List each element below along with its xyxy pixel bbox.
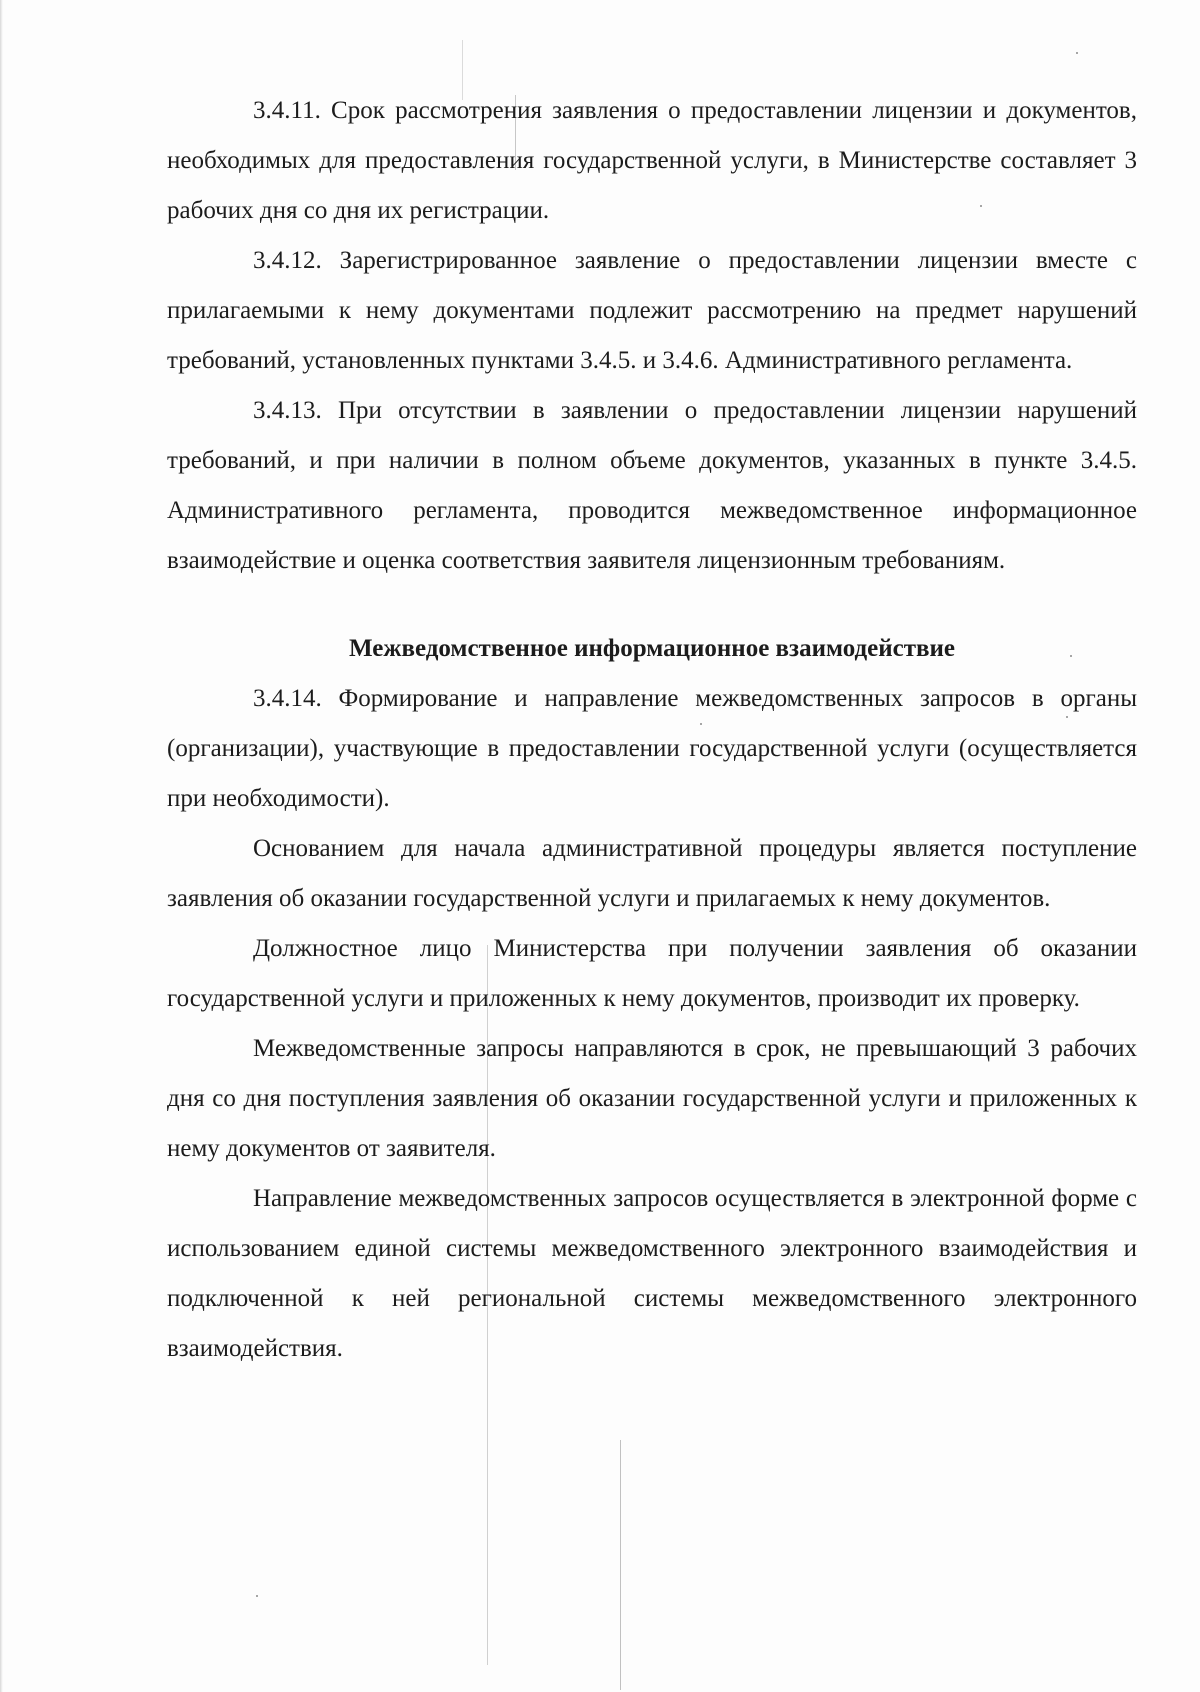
paragraph-3-4-12: 3.4.12. Зарегистрированное заявление о предоставлении лицензии вместе с прилагаемыми к нему документами подлежит рассмотрению на предмет нарушений требований, установленных пунктами 3.4.5. и 3.4.6. Административного регламента. [167, 247, 1137, 374]
paragraph-electronic-form: Направление межведомственных запросов осуществляется в электронной форме с использованием единой системы межведомственного электронного взаимодействия и подключенной к ней региональной системы межведомственного электронного взаимодействия. [167, 1185, 1137, 1362]
scan-artifact-line [620, 1440, 621, 1690]
paragraph-3-4-14: 3.4.14. Формирование и направление межведомственных запросов в органы (организации), участвующие в предоставлении государственной услуги (осуществляется при необходимости). [167, 685, 1137, 812]
scan-edge-shadow [0, 0, 3, 1692]
paragraph-request-deadline: Межведомственные запросы направляются в срок, не превышающий 3 рабочих дня со дня поступления заявления об оказании государственной услуги и приложенных к нему документов от заявителя. [167, 1035, 1137, 1162]
paragraph-official-check: Должностное лицо Министерства при получении заявления об оказании государственной услуги и приложенных к нему документов, производит их проверку. [167, 935, 1137, 1012]
paragraph-3-4-11: 3.4.11. Срок рассмотрения заявления о предоставлении лицензии и документов, необходимых для предоставления государственной услуги, в Министерстве составляет 3 рабочих дня со дня их регистрации. [167, 97, 1137, 224]
scan-speck [1076, 52, 1078, 54]
scan-speck [256, 1595, 258, 1597]
paragraph-3-4-13: 3.4.13. При отсутствии в заявлении о предоставлении лицензии нарушений требований, и при наличии в полном объеме документов, указанных в пункте 3.4.5. Административного регламента, проводится межведомственное информационное взаимодействие и оценка соответствия заявителя лицензионным требованиям. [167, 397, 1137, 574]
section-heading: Межведомственное информационное взаимодействие [349, 635, 955, 662]
paragraph-basis: Основанием для начала административной процедуры является поступление заявления об оказании государственной услуги и прилагаемых к нему документов. [167, 835, 1137, 912]
spacer [167, 586, 1137, 624]
document-body [167, 86, 1137, 1374]
